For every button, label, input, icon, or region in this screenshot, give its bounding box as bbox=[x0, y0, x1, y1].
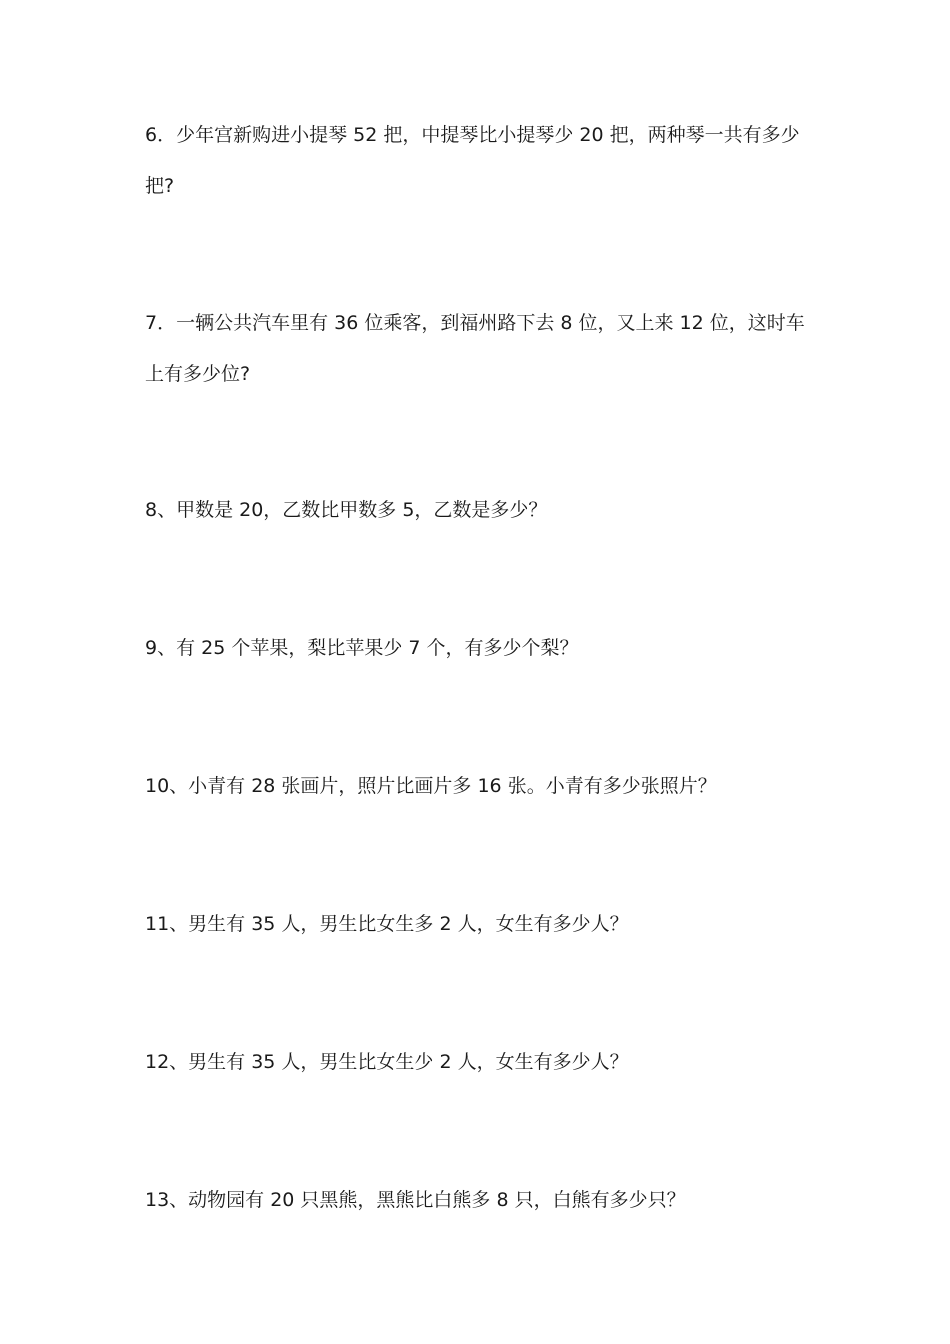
problem-8 bbox=[145, 485, 805, 536]
problem-8-line-1: 8、甲数是 20，乙数比甲数多 5，乙数是多少？ bbox=[145, 499, 548, 521]
problem-7 bbox=[145, 298, 805, 400]
problem-7-line-1: 7．一辆公共汽车里有 36 位乘客，到福州路下去 8 位，又上来 12 位，这时车 bbox=[145, 312, 805, 334]
problem-6 bbox=[145, 110, 805, 212]
problem-10-line-1: 10、小青有 28 张画片，照片比画片多 16 张。小青有多少张照片？ bbox=[145, 775, 717, 797]
problem-11 bbox=[145, 899, 805, 950]
problem-12 bbox=[145, 1037, 805, 1088]
problem-10 bbox=[145, 761, 805, 812]
problem-6-line-1: 6．少年宫新购进小提琴 52 把，中提琴比小提琴少 20 把，两种琴一共有多少 bbox=[145, 124, 800, 146]
problem-7-line-2: 上有多少位? bbox=[145, 363, 251, 385]
problem-12-line-1: 12、男生有 35 人，男生比女生少 2 人，女生有多少人？ bbox=[145, 1051, 629, 1073]
problem-9 bbox=[145, 623, 805, 674]
problem-13 bbox=[145, 1175, 805, 1226]
problem-6-line-2: 把? bbox=[145, 175, 175, 197]
problem-9-line-1: 9、有 25 个苹果，梨比苹果少 7 个，有多少个梨？ bbox=[145, 637, 579, 659]
problem-11-line-1: 11、男生有 35 人，男生比女生多 2 人，女生有多少人？ bbox=[145, 913, 629, 935]
problem-13-line-1: 13、动物园有 20 只黑熊，黑熊比白熊多 8 只，白熊有多少只？ bbox=[145, 1189, 686, 1211]
